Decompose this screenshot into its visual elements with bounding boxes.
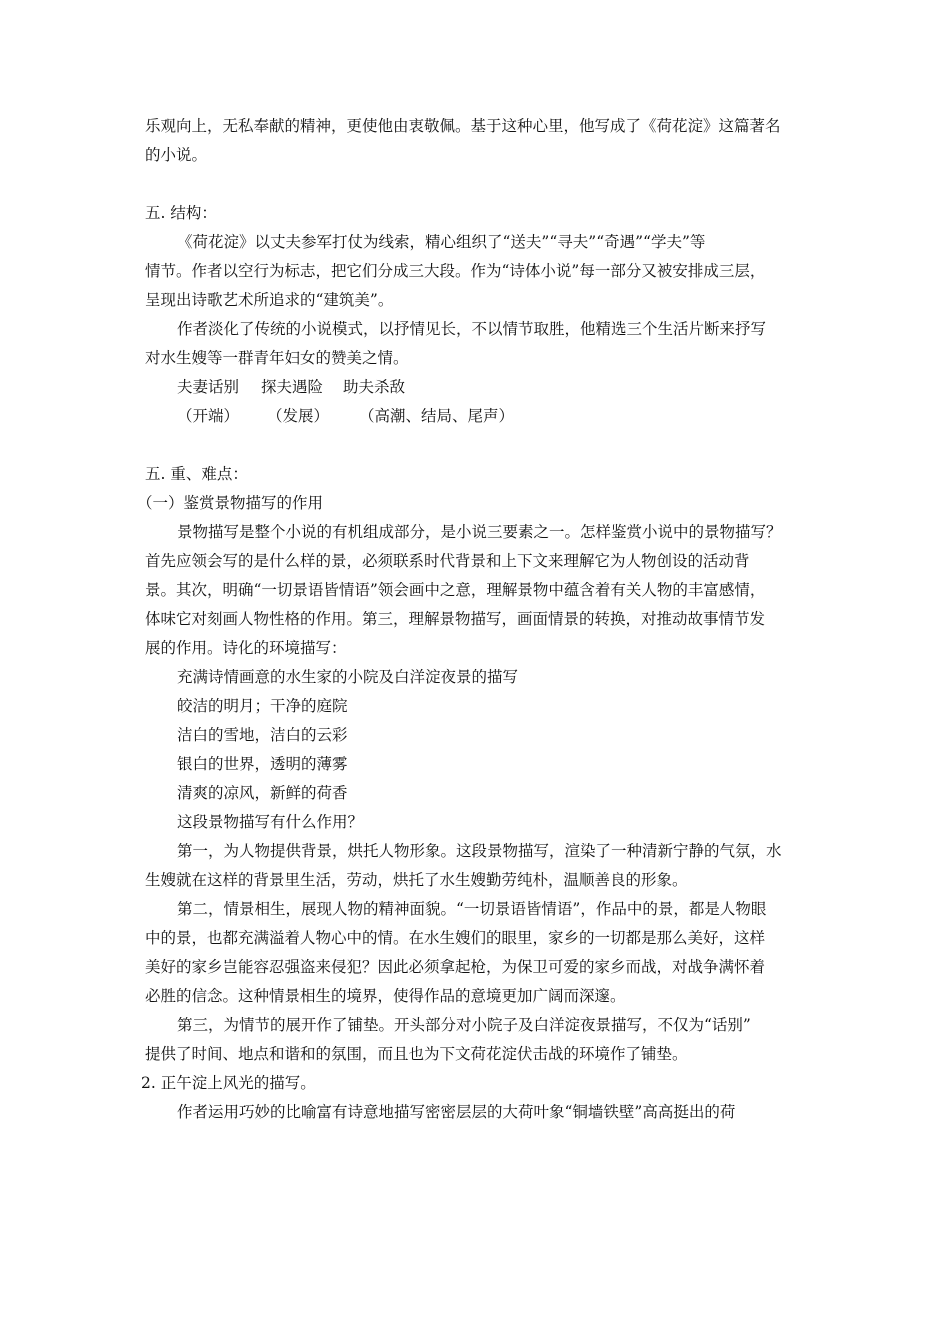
blank-line [145,431,815,460]
document-page [137,112,815,1127]
structure-part-1: 夫妻话别 [177,378,240,396]
final-line-1: 作者运用巧妙的比喻富有诗意地描写密密层层的大荷叶象“铜墙铁壁”高高挺出的荷 [177,1103,736,1121]
intro-line-1: 乐观向上，无私奉献的精神，更使他由衷敬佩。基于这种心里，他写成了《荷花淀》这篇著名 [145,117,781,135]
effect-2-line-1: 第二，情景相生，展现人物的精神面貌。“一切景语皆情语”，作品中的景，都是人物眼 [177,900,767,918]
structure-stages-row [145,402,815,431]
structure-line-5: 对水生嫂等一群青年妇女的赞美之情。 [145,349,409,367]
structure-line-1: 《荷花淀》以丈夫参军打仗为线索，精心组织了“送夫”“寻夫”“奇遇”“学夫”等 [177,233,706,251]
structure-line-3: 呈现出诗歌艺术所追求的“建筑美”。 [145,291,394,309]
effect-2-line-4: 必胜的信念。这种情景相生的境界，使得作品的意境更加广阔而深邃。 [145,987,626,1005]
scene-line-1: 充满诗情画意的水生家的小院及白洋淀夜景的描写 [177,668,519,686]
scene-question: 这段景物描写有什么作用？ [177,813,364,831]
effect-3-line-1: 第三，为情节的展开作了铺垫。开头部分对小院子及白洋淀夜景描写，不仅为“话别” [177,1016,751,1034]
structure-heading: 五. 结构： [145,204,217,222]
effect-1-line-1: 第一，为人物提供背景，烘托人物形象。这段景物描写，渲染了一种清新宁静的气氛，水 [177,842,782,860]
structure-part-3: 助夫杀敌 [343,378,406,396]
key-body-line-4: 体味它对刻画人物性格的作用。第三，理解景物描写，画面情景的转换，对推动故事情节发 [145,610,766,628]
scene-line-2: 皎洁的明月；干净的庭院 [177,697,348,715]
sub-heading-scenery: （一）鉴赏景物描写的作用 [137,494,324,512]
key-body-line-2: 首先应领会写的是什么样的景，必须联系时代背景和上下文来理解它为人物创设的活动背 [145,552,750,570]
scene-line-4: 银白的世界，透明的薄雾 [177,755,348,773]
structure-stage-3: （高潮、结局、尾声） [359,407,515,425]
key-body-line-3: 景。其次，明确“一切景语皆情语”领会画中之意，理解景物中蕴含着有关人物的丰富感情， [145,581,766,599]
structure-line-2: 情节。作者以空行为标志，把它们分成三大段。作为“诗体小说”每一部分又被安排成三层， [145,262,766,280]
structure-line-4: 作者淡化了传统的小说模式，以抒情见长，不以情节取胜，他精选三个生活片断来抒写 [177,320,767,338]
scene-line-3: 洁白的雪地，洁白的云彩 [177,726,348,744]
structure-stage-2: （发展） [267,407,330,425]
structure-stage-1: （开端） [177,407,240,425]
intro-line-2: 的小说。 [145,146,208,164]
effect-2-line-3: 美好的家乡岂能容忍强盗来侵犯？因此必须拿起枪，为保卫可爱的家乡而战，对战争满怀着 [145,958,766,976]
effect-3-line-2: 提供了时间、地点和谐和的氛围，而且也为下文荷花淀伏击战的环境作了铺垫。 [145,1045,688,1063]
effect-1-line-2: 生嫂就在这样的背景里生活，劳动，烘托了水生嫂勤劳纯朴，温顺善良的形象。 [145,871,688,889]
structure-part-2: 探夫遇险 [261,378,324,396]
key-body-line-5: 展的作用。诗化的环境描写： [145,639,347,657]
sub-heading-noon: 2. 正午淀上风光的描写。 [141,1074,316,1092]
scene-line-5: 清爽的凉风，新鲜的荷香 [177,784,348,802]
key-points-heading: 五. 重、难点： [145,465,248,483]
structure-parts-row [145,373,815,402]
key-body-line-1: 景物描写是整个小说的有机组成部分，是小说三要素之一。怎样鉴赏小说中的景物描写？ [177,523,782,541]
blank-line [145,170,815,199]
effect-2-line-2: 中的景，也都充满溢着人物心中的情。在水生嫂们的眼里，家乡的一切都是那么美好，这样 [145,929,766,947]
